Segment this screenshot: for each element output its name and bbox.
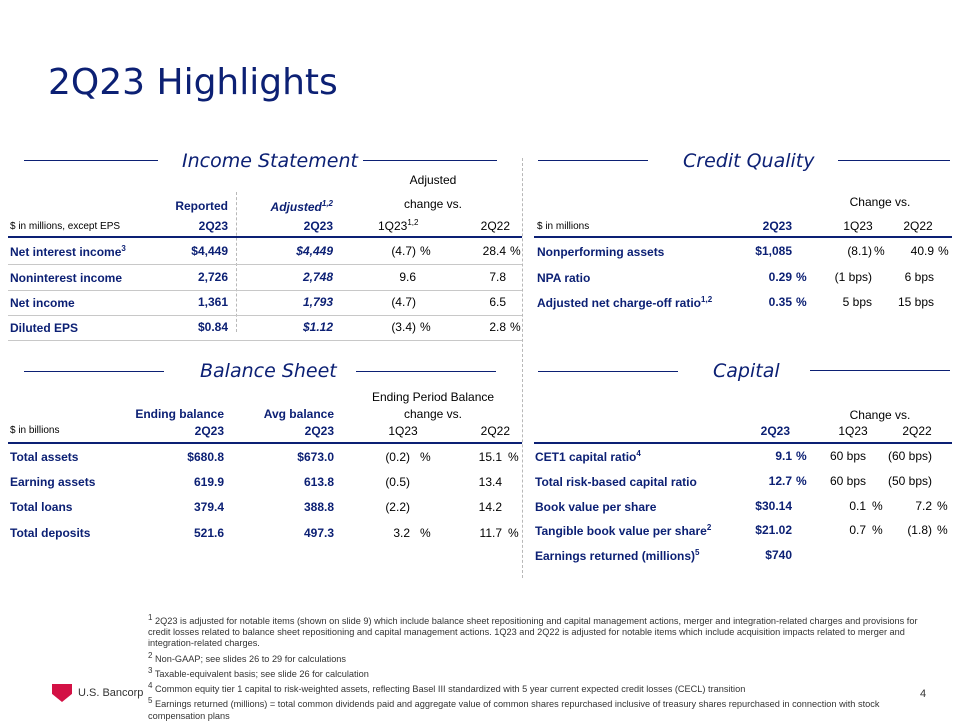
footnote	[148, 650, 918, 665]
section-rule	[356, 371, 496, 372]
footnote-ref: 5	[695, 548, 700, 557]
change-1q23-pct: %	[420, 320, 431, 334]
shield-logo-icon	[52, 684, 72, 702]
row-label-text: Tangible book value per share	[535, 524, 707, 538]
table-rule	[534, 236, 952, 238]
row-label	[10, 450, 78, 464]
change-1q23: 60 bps	[829, 449, 866, 463]
change-1q23-pct: %	[872, 499, 883, 513]
credit-value-pct: %	[796, 270, 807, 284]
change-2q22: (1.8)	[907, 523, 932, 537]
footnote-text: Non-GAAP; see slides 26 to 29 for calculations	[152, 653, 347, 664]
change-1q23: 5 bps	[842, 295, 872, 309]
credit-period: 2Q23	[762, 219, 792, 233]
row-divider	[8, 264, 522, 265]
row-label	[535, 523, 711, 538]
avg-balance: 497.3	[303, 526, 334, 540]
reported-value: 1,361	[197, 295, 228, 309]
logo-text: U.S. Bancorp	[78, 687, 144, 699]
adjusted-value: 2,748	[302, 270, 333, 284]
capital-change-header: Change vs.	[849, 408, 911, 422]
change-2q22: 14.2	[478, 500, 502, 514]
change-1q23: (4.7)	[391, 244, 416, 258]
footnote-ref: 4	[636, 449, 641, 458]
income-change-header-line2: change vs.	[403, 197, 463, 211]
balance-avg-header: Avg balance	[263, 407, 334, 421]
balance-sheet-heading: Balance Sheet	[200, 360, 337, 382]
change-1q23: 0.7	[849, 523, 866, 537]
avg-balance: $673.0	[297, 450, 334, 464]
row-label	[10, 500, 72, 514]
section-rule	[810, 370, 950, 371]
capital-value: $740	[765, 548, 792, 562]
change-2q22: 7.8	[489, 270, 506, 284]
row-label	[535, 548, 699, 563]
footnote-text: Taxable-equivalent basis; see slide 26 for calculation	[152, 669, 369, 679]
row-label-text: NPA ratio	[537, 271, 591, 285]
change-1q23: (0.2)	[385, 450, 410, 464]
change-1q23-pct: %	[420, 244, 431, 258]
footnote-ref: 2	[706, 523, 712, 532]
column-divider	[236, 192, 237, 332]
capital-value-pct: %	[796, 449, 807, 463]
row-label	[10, 295, 75, 310]
page-title: 2Q23 Highlights	[48, 62, 338, 103]
capital-period: 2Q23	[760, 424, 790, 438]
footnote	[148, 695, 918, 721]
balance-ending-header: Ending balance	[135, 407, 224, 421]
row-divider	[8, 315, 522, 316]
change-2q22: (60 bps)	[887, 449, 932, 463]
row-label	[10, 526, 90, 540]
change-1q23: 3.2	[393, 526, 410, 540]
income-adjusted-header: Adjusted$^{1,2}$	[270, 199, 333, 214]
change-1q23-pct: %	[420, 526, 431, 540]
row-label	[535, 499, 656, 514]
table-rule	[534, 442, 952, 444]
change-1q23-pct: %	[872, 523, 883, 537]
change-2q22: 28.4	[482, 244, 506, 258]
income-statement-heading: Income Statement	[182, 150, 358, 172]
change-2q22: (50 bps)	[887, 474, 932, 488]
change-1q23-pct: %	[874, 244, 885, 258]
section-rule	[24, 160, 158, 161]
change-1q23: (2.2)	[385, 500, 410, 514]
ending-balance: 379.4	[193, 500, 224, 514]
row-label-text: Book value per share	[535, 500, 657, 514]
row-label	[10, 475, 95, 489]
row-label-text: Total deposits	[10, 526, 91, 540]
footnote-number: 1	[148, 613, 153, 622]
income-change-header-line1: Adjusted	[409, 173, 457, 187]
row-label	[535, 474, 697, 489]
footnotes	[148, 612, 918, 722]
row-label-text: Total risk-based capital ratio	[535, 475, 697, 489]
income-cmp1: 1Q23$^{1,2}$	[378, 218, 419, 233]
capital-value: 9.1	[775, 449, 792, 463]
row-label-text: Earning assets	[10, 475, 96, 489]
footnote-text: 2Q23 is adjusted for notable items (shown on slide 9) which include balance sheet repositioning and capital management actions, merger and integration-related charges and provisions for credit losses related to balance sheet repositioning and capital management actions. 1Q23 and 2Q22 is adjusted for notable items which include acquisition impacts related to merger and integration-related charges.	[148, 616, 918, 649]
table-rule	[8, 442, 522, 444]
ending-balance: 619.9	[193, 475, 224, 489]
credit-change-header: Change vs.	[849, 195, 911, 209]
footnote	[148, 680, 918, 695]
ending-balance: $680.8	[187, 450, 224, 464]
section-rule	[838, 160, 950, 161]
change-2q22: 15 bps	[897, 295, 934, 309]
row-label	[537, 295, 712, 310]
change-2q22: 7.2	[915, 499, 932, 513]
footnote-number: 4	[148, 681, 153, 691]
balance-change-header-line1: Ending Period Balance	[371, 390, 495, 404]
row-label	[535, 449, 641, 464]
change-2q22: 6 bps	[904, 270, 934, 284]
row-label	[537, 244, 664, 259]
section-rule	[538, 160, 648, 161]
footnote	[148, 612, 918, 650]
row-label	[10, 320, 78, 335]
income-unit-label: $ in millions, except EPS	[10, 221, 121, 232]
income-period-reported: 2Q23	[198, 219, 228, 233]
change-2q22: 15.1	[478, 450, 502, 464]
change-2q22: 2.8	[489, 320, 506, 334]
change-2q22: 11.7	[479, 526, 502, 540]
capital-value: $30.14	[755, 499, 792, 513]
section-rule	[363, 160, 497, 161]
capital-cmp1: 1Q23	[838, 424, 868, 438]
balance-period-ending: 2Q23	[194, 424, 224, 438]
section-rule	[538, 371, 678, 372]
balance-cmp2: 2Q22	[480, 424, 510, 438]
change-2q22-pct: %	[510, 320, 521, 334]
change-2q22: 6.5	[489, 295, 506, 309]
change-2q22-pct: %	[508, 450, 519, 464]
change-1q23-pct: %	[420, 450, 431, 464]
credit-cmp1: 1Q23	[843, 219, 873, 233]
change-1q23: (3.4)	[391, 320, 416, 334]
row-label-text: Diluted EPS	[10, 321, 79, 335]
page-number: 4	[920, 688, 927, 700]
change-2q22-pct: %	[510, 244, 521, 258]
capital-value: 12.7	[768, 474, 792, 488]
ending-balance: 521.6	[193, 526, 224, 540]
row-label-text: Noninterest income	[10, 271, 123, 285]
row-label-text: Earnings returned (millions)	[535, 549, 696, 563]
credit-unit-label: $ in millions	[537, 221, 590, 232]
footnote-ref: 1,2	[701, 295, 713, 304]
credit-cmp2: 2Q22	[903, 219, 933, 233]
footnote-ref: 3	[121, 244, 126, 253]
change-2q22-pct: %	[937, 523, 948, 537]
footnote-text: Earnings returned (millions) = total common dividends paid and aggregate value of common shares repurchased inclusive of treasury shares repurchased in connection with stock compensation plans	[148, 699, 880, 721]
balance-unit-label: $ in billions	[10, 425, 60, 436]
change-1q23: (0.5)	[385, 475, 410, 489]
table-bottom-rule	[8, 340, 522, 341]
capital-value: $21.02	[755, 523, 792, 537]
change-1q23: (8.1)	[847, 244, 872, 258]
change-1q23: 60 bps	[829, 474, 866, 488]
change-2q22-pct: %	[508, 526, 519, 540]
row-label-text: Total assets	[10, 450, 79, 464]
footnote-number: 5	[148, 696, 153, 706]
row-label-text: Nonperforming assets	[537, 245, 665, 259]
row-label-text: CET1 capital ratio	[535, 450, 637, 464]
adjusted-value: $1.12	[302, 320, 333, 334]
footnote	[148, 665, 918, 680]
avg-balance: 613.8	[303, 475, 334, 489]
reported-value: $0.84	[197, 320, 228, 334]
row-label-text: Adjusted net charge-off ratio	[537, 296, 702, 310]
capital-heading: Capital	[713, 360, 780, 382]
change-2q22: 13.4	[478, 475, 502, 489]
section-rule	[24, 371, 164, 372]
adjusted-value: $4,449	[296, 244, 333, 258]
row-label-text: Net interest income	[10, 245, 122, 259]
income-reported-header: Reported	[175, 199, 228, 213]
change-1q23: 0.1	[849, 499, 866, 513]
credit-value-pct: %	[796, 295, 807, 309]
balance-period-avg: 2Q23	[304, 424, 334, 438]
change-2q22-pct: %	[938, 244, 949, 258]
footnote-number: 3	[148, 665, 153, 675]
row-label	[10, 244, 126, 259]
reported-value: 2,726	[197, 270, 228, 284]
capital-value-pct: %	[796, 474, 807, 488]
change-2q22: 40.9	[910, 244, 934, 258]
capital-cmp2: 2Q22	[902, 424, 932, 438]
row-label	[10, 270, 122, 285]
credit-value: $1,085	[755, 244, 792, 258]
section-divider	[522, 158, 523, 578]
income-period-adjusted: 2Q23	[303, 219, 333, 233]
change-1q23: (1 bps)	[834, 270, 872, 284]
change-2q22-pct: %	[937, 499, 948, 513]
reported-value: $4,449	[191, 244, 228, 258]
row-label	[537, 270, 590, 285]
change-1q23: (4.7)	[391, 295, 416, 309]
footnote-number: 2	[148, 650, 153, 660]
row-divider	[8, 290, 522, 291]
table-rule	[8, 236, 522, 238]
credit-value: 0.29	[768, 270, 792, 284]
row-label-text: Net income	[10, 296, 75, 310]
income-cmp2: 2Q22	[480, 219, 510, 233]
balance-change-header-line2: change vs.	[403, 407, 463, 421]
footnote-text: Common equity tier 1 capital to risk-weighted assets, reflecting Basel III standardized with 5 year current expected credit losses (CECL) transition	[152, 684, 746, 695]
change-1q23: 9.6	[399, 270, 416, 284]
credit-value: 0.35	[768, 295, 792, 309]
credit-quality-heading: Credit Quality	[683, 150, 815, 172]
row-label-text: Total loans	[10, 500, 73, 514]
balance-cmp1: 1Q23	[388, 424, 418, 438]
adjusted-value: 1,793	[302, 295, 333, 309]
avg-balance: 388.8	[303, 500, 334, 514]
